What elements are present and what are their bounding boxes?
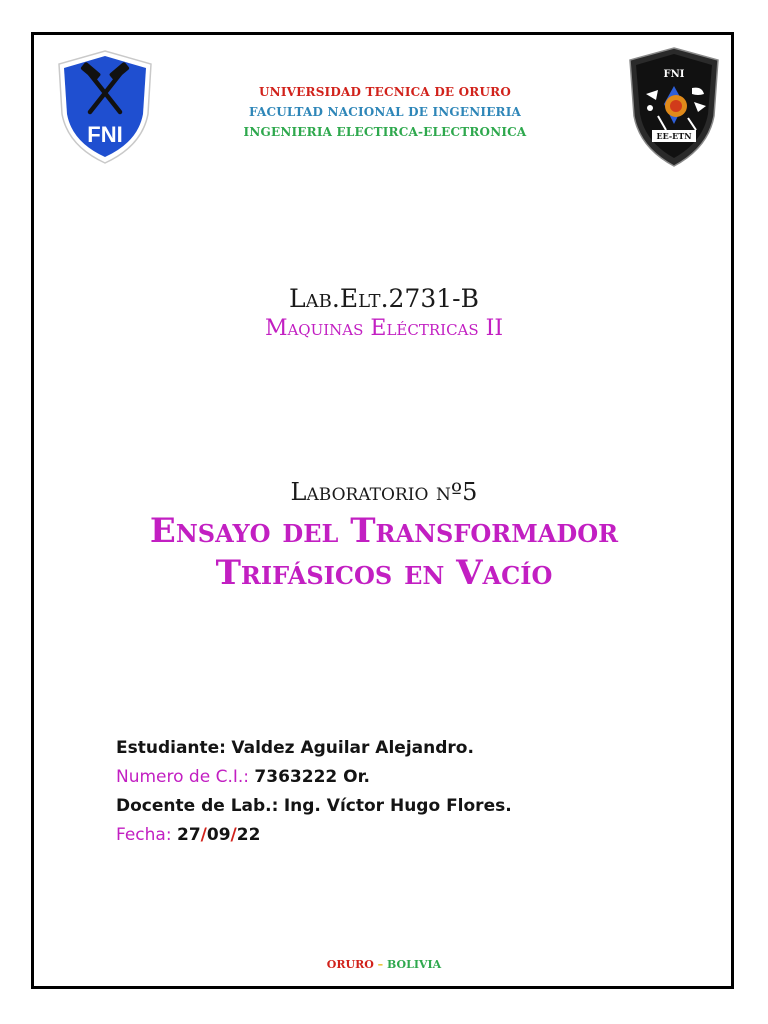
teacher-row [116, 792, 512, 821]
student-value: Valdez Aguilar Alejandro. [231, 738, 474, 758]
lab-number: Laboratorio nº5 [290, 478, 478, 506]
footer-dash: – [377, 958, 384, 971]
lab-title-line2: Trifásicos en Vacío [215, 553, 553, 593]
faculty-name: FACULTAD NACIONAL DE INGENIERIA [248, 105, 522, 119]
lab-title-line1: Ensayo del Transformador [149, 511, 619, 551]
logo-right-top-text: FNI [663, 69, 685, 80]
date-day: 27 [176, 825, 201, 845]
lab-title [100, 510, 668, 594]
footer-city: ORURO [326, 958, 374, 971]
date-row [116, 821, 512, 850]
date-separator: / [200, 825, 207, 845]
footer-country: BOLIVIA [387, 958, 442, 971]
ci-row [116, 763, 512, 792]
course-name: Maquinas Eléctricas II [264, 316, 504, 341]
student-row [116, 734, 512, 763]
course-code: Lab.Elt.2731-B [289, 284, 479, 313]
ee-etn-shield-logo [628, 46, 720, 168]
fni-shield-logo [56, 48, 154, 166]
date-separator: / [230, 825, 237, 845]
date-month: 09 [206, 825, 231, 845]
date-year: 22 [236, 825, 261, 845]
career-name: INGENIERIA ELECTIRCA-ELECTRONICA [243, 125, 527, 139]
logo-left-text: FNI [87, 122, 123, 147]
student-label: Estudiante: [116, 738, 226, 758]
logo-right-bottom-text: EE-ETN [656, 131, 692, 141]
university-name: UNIVERSIDAD TECNICA DE ORURO [259, 85, 511, 99]
ci-value: 7363222 Or. [254, 767, 371, 787]
institution-header [200, 82, 570, 142]
date-label: Fecha: [116, 825, 172, 845]
student-info [116, 734, 512, 850]
teacher-value: Ing. Víctor Hugo Flores. [283, 796, 512, 816]
footer-location [0, 958, 768, 971]
teacher-label: Docente de Lab.: [116, 796, 279, 816]
ci-label: Numero de C.I.: [116, 767, 250, 787]
